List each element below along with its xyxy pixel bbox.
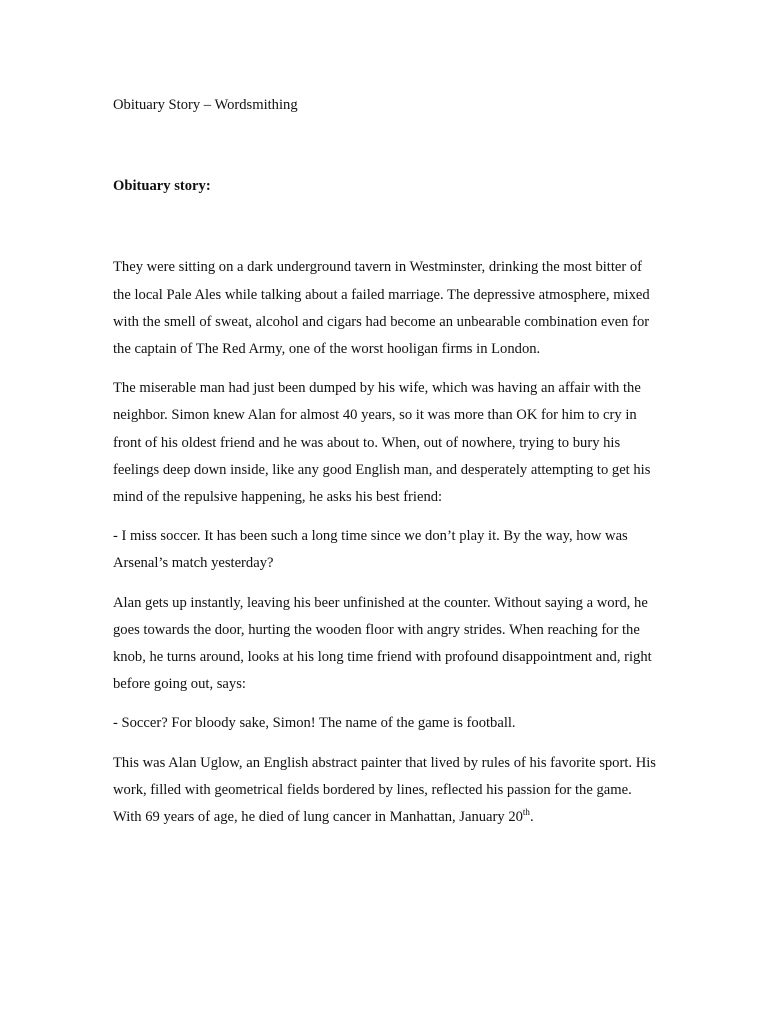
obituary-text: This was Alan Uglow, an English abstract painter that lived by rules of his favorite sport. His work, filled with geometrical fields bordered by lines, reflected his passion for the game. With 69 years of age, he died of lung cancer in Manhattan, January 20 xyxy=(113,754,656,826)
paragraph-alan-quote: - Soccer? For bloody sake, Simon! The name of the game is football. xyxy=(113,715,516,732)
paragraph-alan-reaction: Alan gets up instantly, leaving his beer unfinished at the counter. Without saying a word, he goes towards the door, hurting the wooden floor with angry strides. When reaching for the knob, he turns around, looks at his long time friend with profound disappointment and, right before going out, says: xyxy=(113,594,652,693)
paragraph-obituary xyxy=(113,750,658,832)
body-text xyxy=(113,254,658,831)
document-header: Obituary Story – Wordsmithing xyxy=(113,97,298,113)
paragraph-simon-quote: - I miss soccer. It has been such a long time since we don’t play it. By the way, how was Arsenal’s match yesterday? xyxy=(113,528,628,572)
document-content xyxy=(113,92,658,843)
date-ordinal-suffix: th xyxy=(522,807,530,818)
section-heading: Obituary story: xyxy=(113,178,211,195)
paragraph-miserable-man: The miserable man had just been dumped by his wife, which was having an affair with the neighbor. Simon knew Alan for almost 40 years, so it was more than OK for him to cry in front of his oldest friend and he was about to. When, out of nowhere, trying to bury his feelings deep down inside, like any good English man, and desperately attempting to get his mind of the repulsive happening, he asks his best friend: xyxy=(113,380,651,506)
obituary-end: . xyxy=(529,809,534,826)
paragraph-tavern: They were sitting on a dark underground tavern in Westminster, drinking the most bitter of the local Pale Ales while talking about a failed marriage. The depressive atmosphere, mixed with the smell of sweat, alcohol and cigars had become an unbearable combination even for the captain of The Red Army, one of the worst hooligan firms in London. xyxy=(113,259,650,358)
